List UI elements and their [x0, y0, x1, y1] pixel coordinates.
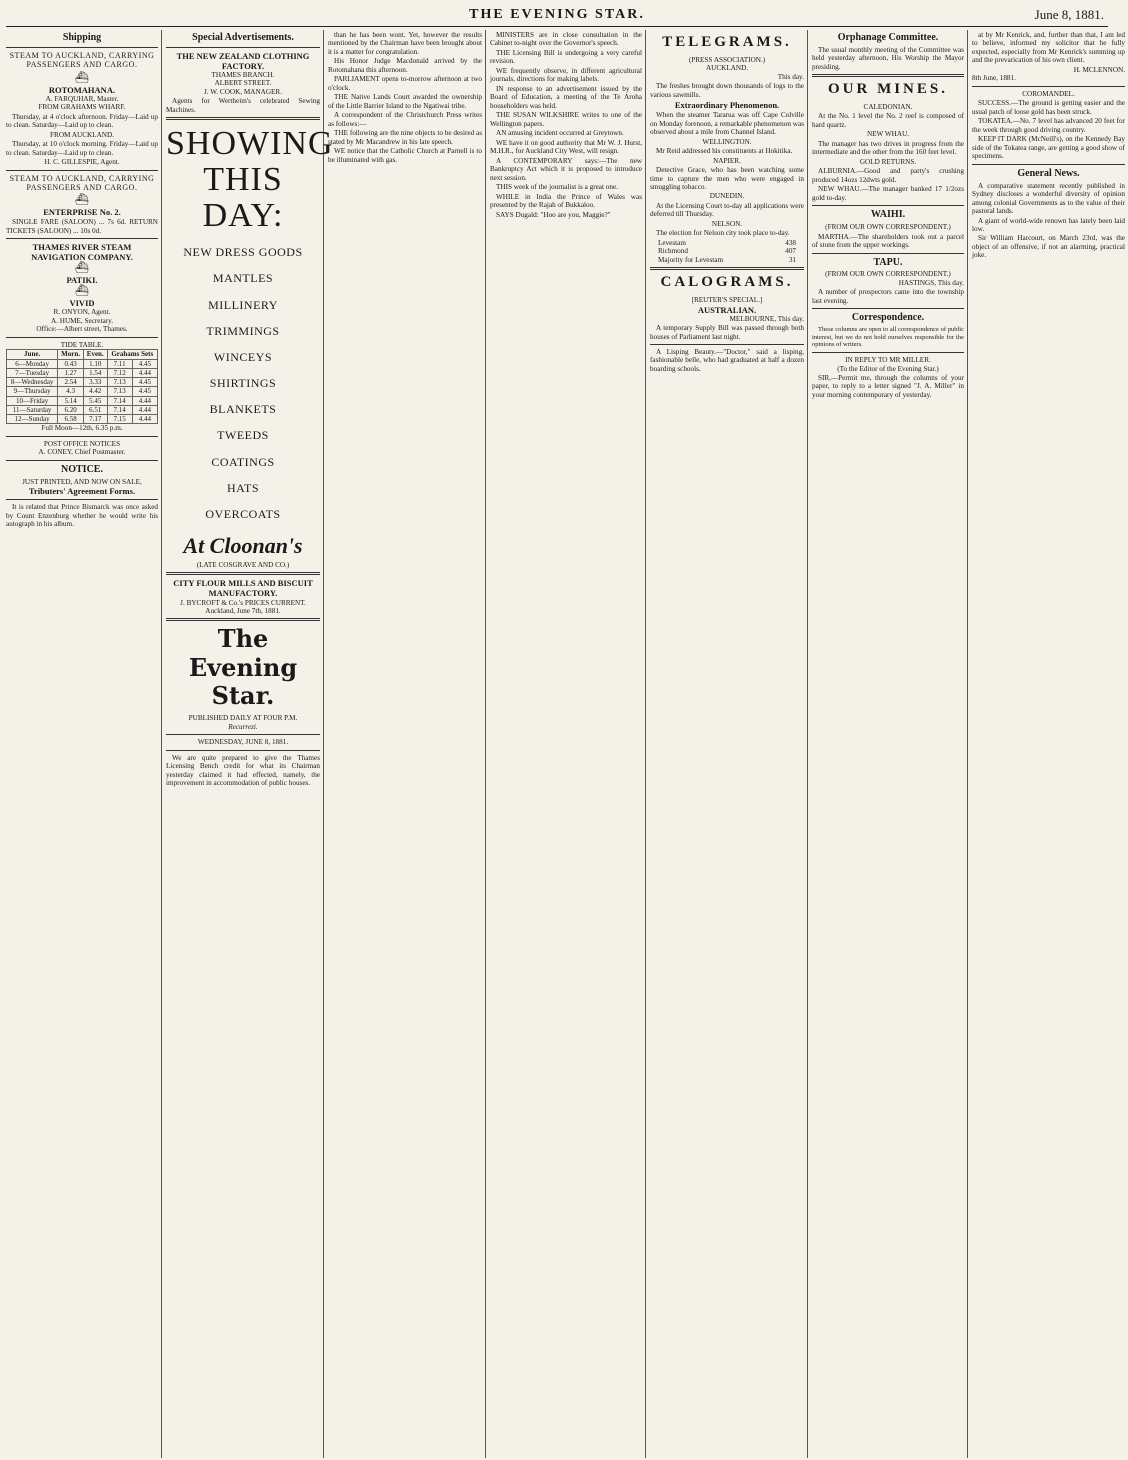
letter-date: 8th June, 1881.	[972, 74, 1016, 83]
dateline-hastings: HASTINGS, This day.	[898, 278, 964, 287]
article-text: WE have it on good authority that Mr W. J. Hurst, M.H.R., for Auckland City West, will resign.	[490, 138, 642, 156]
agents-text: Agents for Wertheim's celebrated Sewing Machines.	[166, 97, 320, 114]
cloonan-sub: (LATE COSGRAVE AND CO.)	[196, 560, 290, 569]
our-mines-heading: OUR MINES.	[827, 81, 948, 98]
news-text: Sir William Harcourt, on March 23rd, was the object of an offensive, if not an alarming, practical joke.	[972, 234, 1125, 260]
notice-heading: NOTICE.	[61, 463, 103, 475]
article-text: PARLIAMENT opens to-morrow afternoon at two o'clock.	[328, 75, 482, 92]
tide-table-title: TIDE TABLE.	[60, 340, 104, 349]
tide-cell: 1.10	[83, 359, 107, 368]
goods-item: SHIRTINGS	[209, 376, 277, 391]
ship-icon: ⛴	[75, 71, 89, 84]
cloonan-name: At Cloonan's	[183, 533, 303, 559]
mine-report: SUCCESS.—The ground is getting easier and the usual patch of loose gold has been struck.	[972, 99, 1125, 116]
waihi-heading: WAIHI.	[870, 209, 906, 221]
column-telegrams	[650, 30, 808, 1458]
tide-header: Even.	[83, 350, 107, 359]
telegram-text: Detective Grace, who has been watching some time to capture the men who were engaged in smuggling tobacco.	[650, 166, 804, 191]
published-line: PUBLISHED DAILY AT FOUR P.M.	[188, 714, 298, 723]
branch-address: ALBERT STREET.	[214, 79, 272, 88]
article-text: His Honor Judge Macdonald arrived by the Rotomahana this afternoon.	[328, 57, 482, 74]
city-flour-heading: CITY FLOUR MILLS AND BISCUIT MANUFACTORY.	[173, 578, 313, 599]
goods-item: BLANKETS	[209, 402, 277, 417]
tide-cell: 0.43	[58, 359, 84, 368]
tide-cell: 10—Friday	[7, 396, 58, 405]
tide-cell: 6.58	[58, 415, 84, 424]
schedule-text: Thursday, at 4 o'clock afternoon. Friday—Laid up to clean. Saturday—Laid up to clean.	[6, 112, 158, 130]
just-printed: JUST PRINTED, AND NOW ON SALE,	[22, 477, 142, 486]
mine-report: The manager has two drives in progress from the intermediate and the other from the 160 feet level.	[812, 139, 964, 157]
tide-cell: 6.51	[83, 405, 107, 414]
steam-heading: STEAM TO AUCKLAND, CARRYING PASSENGERS AND CARGO.	[9, 50, 155, 70]
letter-text: SIR,—Permit me, through the columns of your paper, to reply to a letter signed "J. A. Miller" in your morning contemporary of yesterday.	[812, 373, 964, 399]
article-text: THIS week of the journalist is a great one.	[496, 183, 618, 192]
full-moon-note: Full Moon—12th, 6.35 p.m.	[41, 424, 123, 433]
steam-heading: STEAM TO AUCKLAND, CARRYING PASSENGERS AND CARGO.	[9, 173, 155, 192]
tide-cell: 5.14	[58, 396, 84, 405]
tide-header: Morn.	[58, 350, 84, 359]
agent-signature: H. C. GILLESPIE, Agent.	[44, 158, 120, 167]
tide-cell: 3.33	[83, 378, 107, 387]
tide-cell: 12—Sunday	[7, 415, 58, 424]
tide-cell: 4.45	[132, 387, 157, 396]
ship-name: PATIKI.	[66, 275, 98, 286]
route-heading: FROM GRAHAMS WHARF.	[38, 103, 126, 112]
telegram-text: At the Licensing Court to-day all applications were deferred till Thursday.	[650, 201, 804, 219]
ship-icon: ⛴	[75, 285, 89, 298]
ship-master: A. FARQUHAR, Master.	[45, 94, 119, 103]
tide-row	[7, 387, 158, 396]
mine-report: A number of prospectors came into the township last evening.	[812, 288, 964, 305]
tide-cell: 7.17	[83, 415, 107, 424]
telegram-text: The election for Nelson city took place to-day.	[656, 229, 790, 238]
mine-report: TOKATEA.—No. 7 level has advanced 20 feet for the week through good driving country.	[972, 117, 1125, 134]
telegram-text: Mr Reid addressed his constituents at Hokitika.	[656, 147, 793, 156]
column-shipping	[6, 30, 162, 1458]
article-text: THE following are the nine objects to be desired as stated by Mr Macandrew in his late speech.	[328, 129, 482, 146]
ship-name: VIVID	[69, 298, 95, 309]
article-text: AN amusing incident occurred at Greytown.	[496, 129, 624, 138]
correspondence-note: These columns are open to all correspondence of public interest, but we do not hold ourselves responsible for the opinions of writers.	[812, 326, 964, 349]
issue-date: June 8, 1881.	[1034, 7, 1104, 22]
tide-cell: 7—Tuesday	[7, 368, 58, 377]
agent-signature: R. ONYON, Agent.	[53, 308, 111, 317]
schedule-text: Thursday, at 10 o'clock morning. Friday—Laid up to clean. Saturday—Laid up to clean.	[6, 140, 158, 157]
tide-cell: 4.44	[132, 368, 157, 377]
article-text: THE Licensing Bill is undergoing a very careful revision.	[490, 48, 642, 66]
column-general	[972, 30, 1128, 1458]
majority-label: Majority for Levestam	[658, 255, 724, 264]
tide-cell: 4.44	[132, 415, 157, 424]
tide-cell: 4.45	[132, 359, 157, 368]
issue-date-line: WEDNESDAY, JUNE 8, 1881.	[197, 738, 289, 747]
dateline-napier: NAPIER.	[713, 156, 741, 165]
candidate-name: Richmond	[658, 247, 688, 256]
dateline-nelson: NELSON.	[711, 219, 743, 228]
motto: Recurrezi.	[228, 722, 258, 731]
branch-heading: THAMES BRANCH.	[211, 70, 275, 79]
masthead	[6, 4, 1108, 27]
paper-nameplate: The Evening Star.	[188, 624, 298, 711]
article-text: It is related that Prince Bismarck was once asked by Count Enzenburg whether he would write his autograph in his album.	[6, 503, 158, 529]
mine-heading: NEW WHAU.	[866, 130, 910, 139]
flour-prices-heading: J. BYCROFT & Co.'s PRICES CURRENT.	[180, 598, 306, 607]
reuters-special: [REUTER'S SPECIAL.]	[691, 296, 763, 305]
tide-cell: 7.13	[107, 387, 132, 396]
goods-item: HATS	[226, 480, 259, 495]
office-address: Office:—Albert street, Thames.	[36, 325, 128, 334]
tide-cell: 11—Saturday	[7, 405, 58, 414]
letter-addressee: (To the Editor of the Evening Star.)	[837, 364, 939, 373]
letter-signature: H. MCLENNON.	[1073, 65, 1125, 74]
orphanage-heading: Orphanage Committee.	[837, 32, 939, 43]
ship-icon: ⛴	[75, 194, 89, 207]
tide-cell: 2.54	[58, 378, 84, 387]
tide-cell: 4.44	[132, 405, 157, 414]
article-text: MINISTERS are in close consultation in the Cabinet to-night over the Governor's speech.	[490, 31, 642, 48]
postmaster-signature: A. CONEY, Chief Postmaster.	[38, 448, 126, 457]
column-special-ads	[166, 30, 334, 1458]
general-news-heading: General News.	[1017, 167, 1080, 179]
article-text: THE Native Lands Court awarded the ownership of the Little Barrier Island to the Ngatiwai tribe.	[328, 93, 482, 110]
tide-row	[7, 368, 158, 377]
article-text: THE SUSAN WILKSHIRE writes to one of the Wellington papers.	[490, 111, 642, 128]
tide-header: Grahams Sets	[107, 350, 157, 359]
letter-title: IN REPLY TO MR MILLER.	[845, 356, 931, 365]
article-text: WE notice that the Catholic Church at Parnell is to be illuminated with gas.	[328, 147, 482, 164]
tide-row	[7, 396, 158, 405]
goods-item: OVERCOATS	[205, 506, 281, 521]
dateline-wellington: WELLINGTON.	[702, 137, 752, 146]
candidate-name: Levestam	[658, 238, 686, 247]
telegrams-heading: TELEGRAMS.	[662, 34, 792, 50]
goods-item: WINCEYS	[213, 349, 273, 364]
column-news-4	[490, 30, 646, 1458]
ship-name: ENTERPRISE No. 2.	[43, 207, 121, 218]
section-heading-shipping: Shipping	[62, 32, 102, 43]
ship-name: ROTOMAHANA.	[48, 84, 116, 95]
goods-item: COATINGS	[211, 454, 275, 469]
secretary-signature: A. HUME, Secretary.	[50, 316, 113, 325]
tide-cell: 7.15	[107, 415, 132, 424]
telegram-text: The freshes brought down thousands of logs to the various sawmills.	[650, 82, 804, 99]
tide-cell: 4.44	[132, 396, 157, 405]
route-heading: FROM AUCKLAND.	[50, 130, 114, 139]
this-day: This day.	[777, 72, 804, 81]
dateline-auckland: AUCKLAND.	[705, 64, 749, 73]
tide-cell: 4.3	[58, 387, 84, 396]
mine-report: MARTHA.—The shareholders took out a parcel of stone from the upper workings.	[812, 232, 964, 250]
manager-signature: J. W. COOK, MANAGER.	[203, 87, 283, 96]
mine-heading: CALEDONIAN.	[863, 102, 913, 111]
press-association: (PRESS ASSOCIATION.)	[688, 55, 766, 64]
tide-header: June.	[7, 350, 58, 359]
tide-row	[7, 359, 158, 368]
correspondence-heading: Correspondence.	[851, 312, 925, 324]
news-text: A comparative statement recently published in Sydney discloses a wonderful diversity of opinion among colonial Governments as to the value of their pastoral lands.	[972, 181, 1125, 216]
australian-heading: AUSTRALIAN.	[697, 304, 757, 315]
goods-item: TWEEDS	[217, 428, 269, 443]
tide-cell: 1.27	[58, 368, 84, 377]
section-heading-special: Special Advertisements.	[192, 32, 294, 43]
tide-cell: 7.11	[107, 359, 132, 368]
tide-cell: 6.20	[58, 405, 84, 414]
article-text: WE frequently observe, in different agricultural journals, directions for making labels.	[490, 66, 642, 84]
calograms-heading: CALOGRAMS.	[660, 274, 794, 291]
tapu-heading: TAPU.	[873, 256, 903, 268]
tide-cell: 4.42	[83, 387, 107, 396]
majority-votes: 31	[788, 255, 796, 264]
tide-row	[7, 415, 158, 424]
dateline-dunedin: DUNEDIN.	[709, 192, 745, 201]
article-text: The usual monthly meeting of the Committee was held yesterday afternoon, His Worship the Mayor presiding.	[812, 45, 964, 71]
goods-item: MANTLES	[212, 271, 274, 286]
flour-date: Auckland, June 7th, 1881.	[205, 606, 281, 615]
own-correspondent: (FROM OUR OWN CORRESPONDENT.)	[825, 270, 951, 279]
tide-cell: 5.45	[83, 396, 107, 405]
article-text: than he has been wont. Yet, however the results mentioned by the Chairman have been brought about it is a matter for congratulation.	[328, 31, 482, 56]
column-mines	[812, 30, 968, 1458]
tide-cell: 8—Wednesday	[7, 378, 58, 387]
fares-text: SINGLE FARE (SALOON) ... 7s 6d. RETURN TICKETS (SALOON) ... 10s 0d.	[6, 218, 158, 235]
tide-cell: 7.14	[107, 396, 132, 405]
article-text: A Lisping Beauty.—"Doctor," said a lisping, fashionable belle, who had graduated at half a dozen boarding schools.	[650, 348, 804, 373]
goods-item: MILLINERY	[208, 297, 278, 312]
article-text: IN response to an advertisement issued by the Board of Education, a meeting of the Te Aroha householders was held.	[490, 84, 642, 110]
goods-list	[166, 245, 320, 521]
newspaper-title: THE EVENING STAR.	[469, 7, 645, 22]
goods-item: NEW DRESS GOODS	[183, 245, 303, 260]
candidate-votes: 407	[785, 247, 796, 256]
tide-cell: 9—Thursday	[7, 387, 58, 396]
tide-cell: 7.12	[107, 368, 132, 377]
tributers-forms: Tributers' Agreement Forms.	[28, 486, 136, 497]
mine-report: KEEP IT DARK (McNeill's), on the Kennedy Bay side of the Tokatea range, are getting a good show of specimens.	[972, 135, 1125, 161]
candidate-votes: 438	[785, 238, 796, 247]
tide-row	[7, 405, 158, 414]
ship-icon: ⛴	[75, 262, 89, 275]
tide-cell: 7.14	[107, 405, 132, 414]
gold-return: NEW WHAU.—The manager banked 17 1/2ozs gold to-day.	[812, 185, 964, 202]
column-news-3	[328, 30, 486, 1458]
letter-text: at by Mr Kenrick, and, further than that, I am led to believe, informed my solicitor that he fully expected, especially from Mr Kenrick's summing up and the prevarication of his own client.	[972, 31, 1125, 65]
article-text: WHILE in India the Prince of Wales was presented by the Rajah of Bukkaloo.	[490, 192, 642, 210]
election-result	[650, 239, 804, 264]
goods-item: TRIMMINGS	[206, 323, 280, 338]
company-heading: THAMES RIVER STEAM NAVIGATION COMPANY.	[31, 242, 133, 263]
dateline-melbourne: MELBOURNE, This day.	[729, 314, 804, 323]
own-correspondent: (FROM OUR OWN CORRESPONDENT.)	[825, 223, 951, 232]
phenomenon-heading: Extraordinary Phenomenon.	[674, 100, 780, 111]
article-text: A correspondent of the Christchurch Press writes as follows:—	[328, 111, 482, 128]
coromandel-heading: COROMANDEL.	[1022, 89, 1075, 98]
lead-article: We are quite prepared to give the Thames Licensing Bench credit for what its Chairman yesterday claimed it had effected, namely, the improvement in accommodation of public houses.	[166, 753, 320, 788]
tide-cell: 4.45	[132, 378, 157, 387]
post-office-heading: POST OFFICE NOTICES	[43, 439, 121, 448]
article-text: A CONTEMPORARY says:—The new Bankruptcy Act which it is proposed to introduce next session.	[490, 156, 642, 182]
tide-cell: 1.54	[83, 368, 107, 377]
tide-cell: 7.13	[107, 378, 132, 387]
clothing-factory-heading: THE NEW ZEALAND CLOTHING FACTORY.	[176, 50, 310, 71]
telegram-text: When the steamer Tararua was off Cape Colville on Monday forenoon, a remarkable phenomenon was observed about a mile from Channel Island.	[650, 111, 804, 137]
news-text: A giant of world-wide renown has lately been laid low.	[972, 216, 1125, 233]
tide-table	[6, 349, 158, 424]
showing-this-day: SHOWING THIS DAY:	[166, 125, 334, 234]
gold-return: ALBURNIA.—Good and party's crushing produced 14ozs 12dwts gold.	[812, 167, 964, 184]
mine-report: At the No. 1 level the No. 2 reef is composed of hard quartz.	[812, 112, 964, 129]
article-text: SAYS Dugald: "Hoo are you, Maggie?"	[496, 210, 611, 219]
cable-text: A temporary Supply Bill was passed through both houses of Parliament last night.	[650, 324, 804, 341]
gold-returns-heading: GOLD RETURNS.	[859, 157, 917, 166]
tide-row	[7, 378, 158, 387]
tide-cell: 6—Monday	[7, 359, 58, 368]
